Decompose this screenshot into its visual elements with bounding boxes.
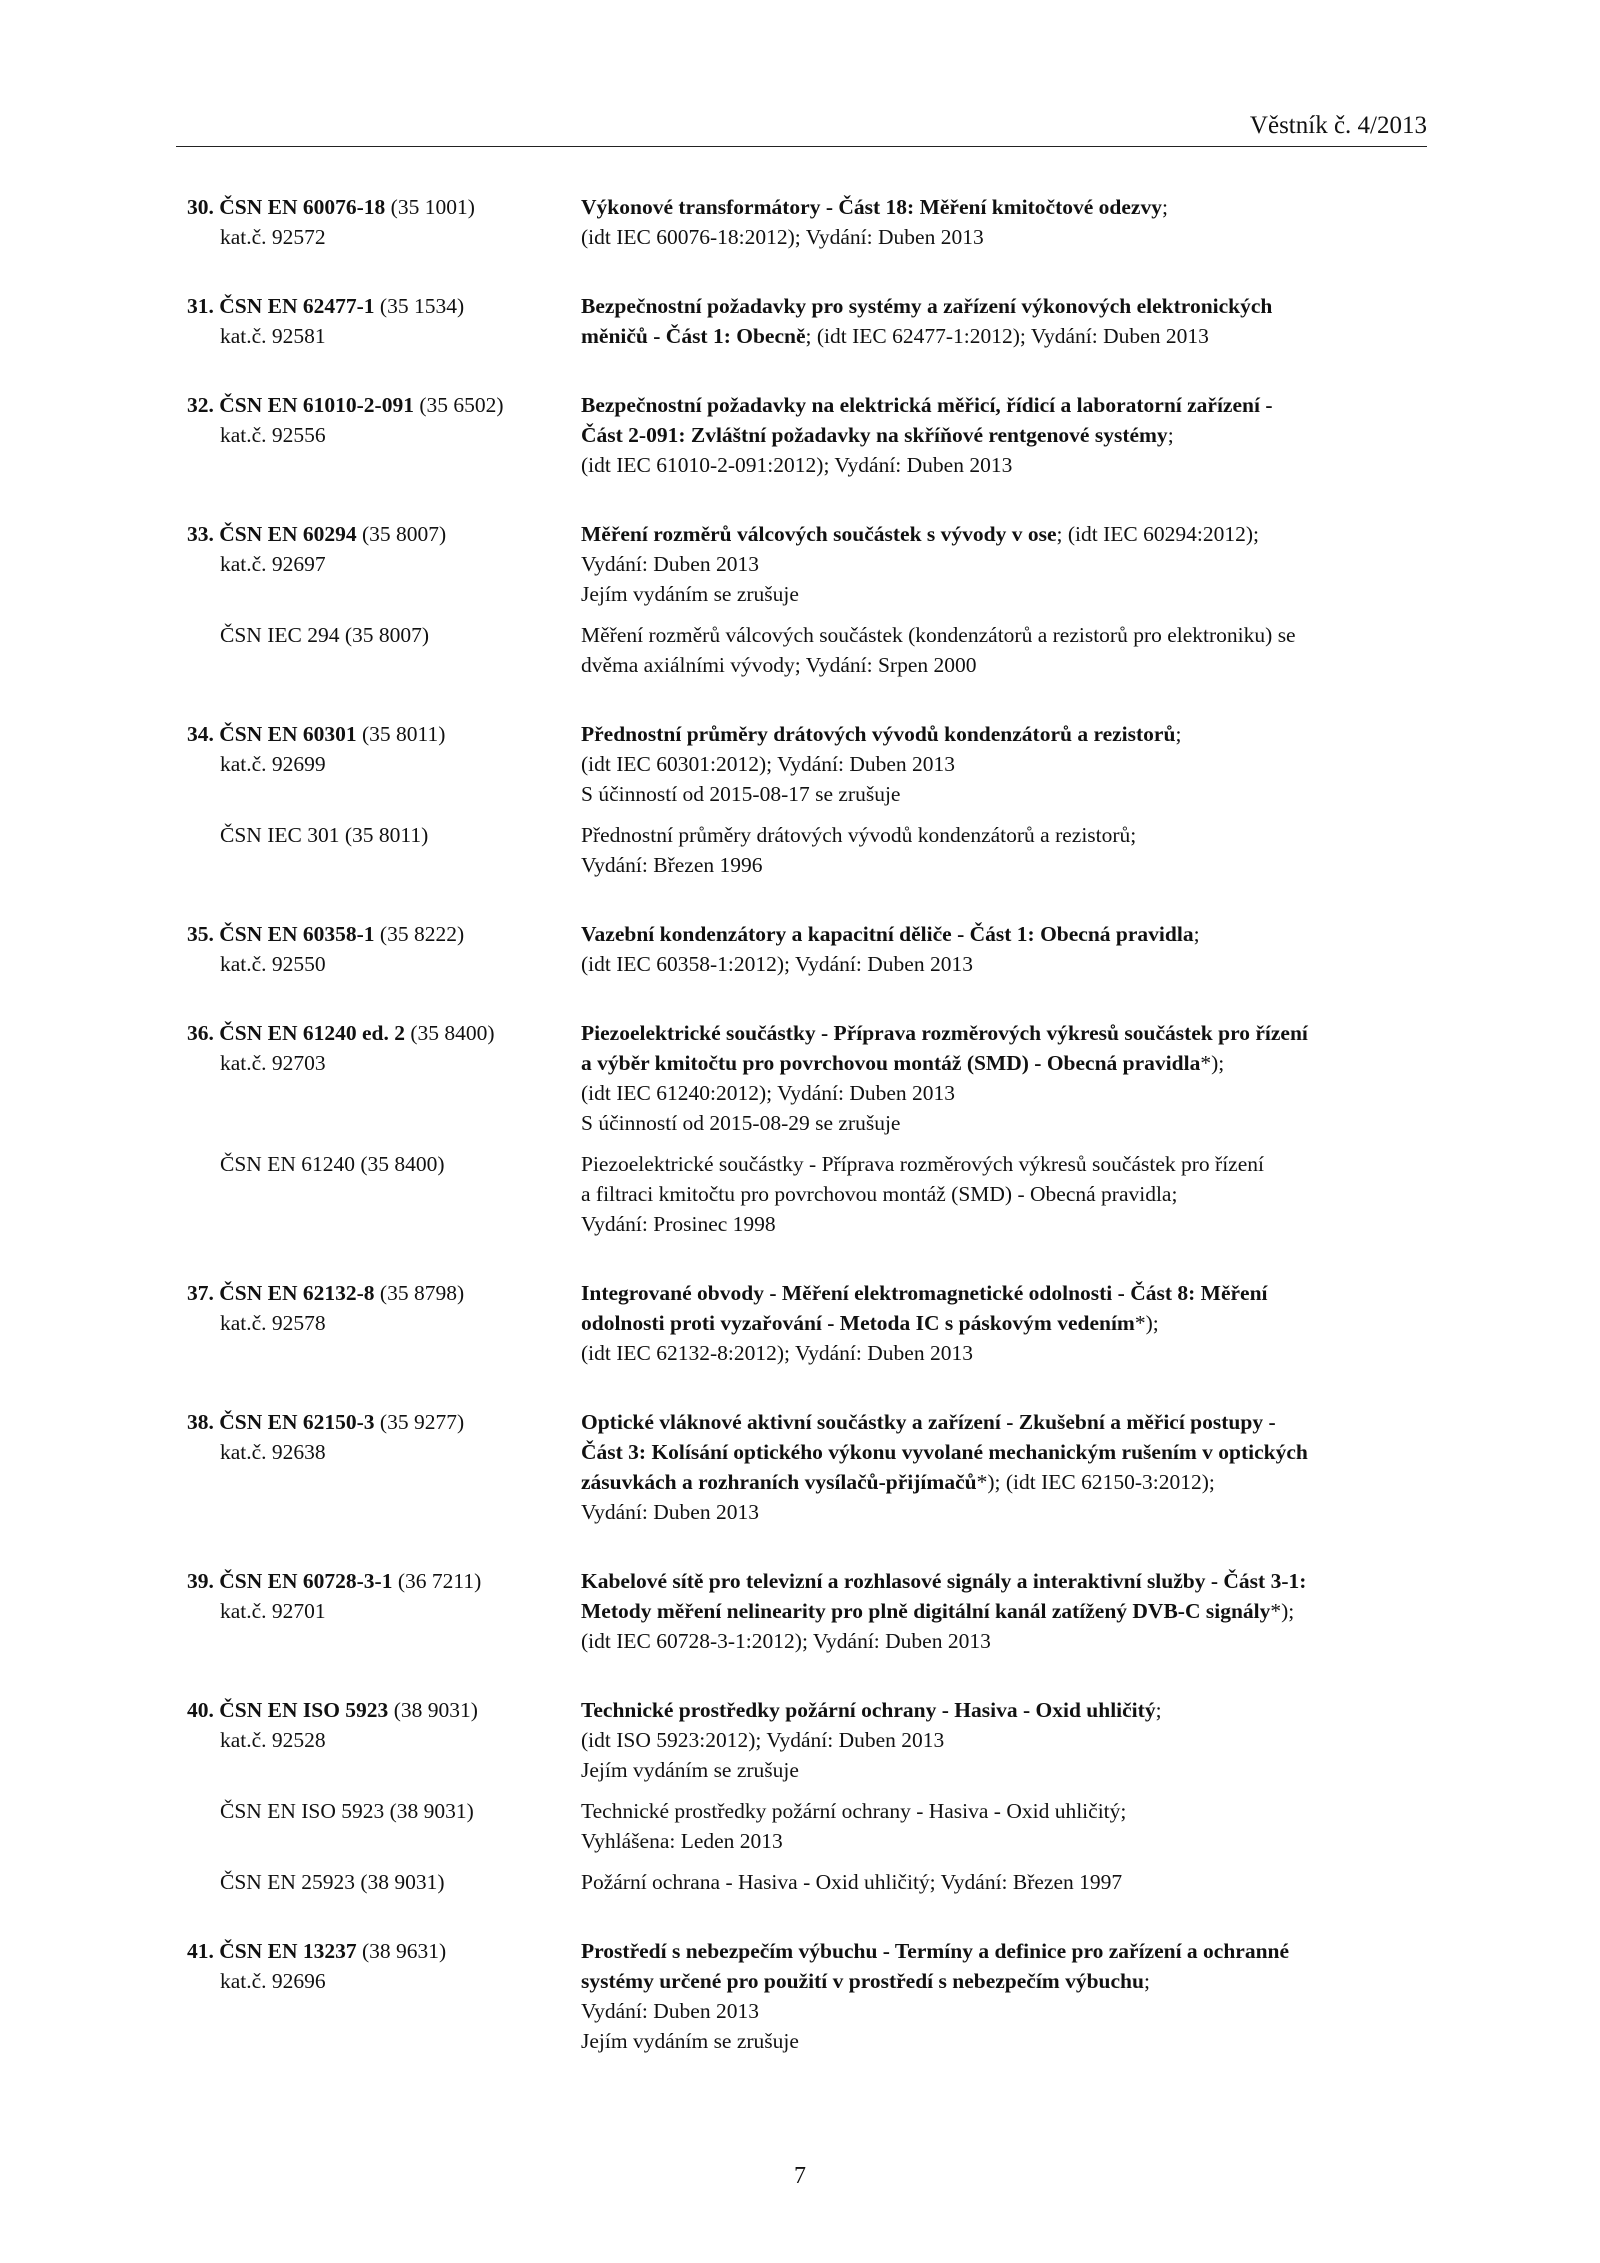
entry-main-row [187,1278,1427,1368]
entry-number: 40. [187,1698,214,1722]
title-text: (idt IEC 60076-18:2012); Vydání: Duben 2013 [581,225,984,249]
entry-main-row [187,519,1427,609]
entry-number: 36. [187,1021,214,1045]
title-text-bold: systémy určené pro použití v prostředí s nebezpečím výbuchu [581,1969,1144,1993]
entry-main-row [187,1018,1427,1138]
standard-code: ČSN EN ISO 5923 [219,1698,389,1722]
title-text: ; [1175,722,1182,746]
superseded-code: ČSN EN ISO 5923 (38 9031) [220,1799,474,1823]
superseded-title [581,620,1427,680]
superseded-line: Přednostní průměry drátových vývodů kondenzátorů a rezistorů; [581,823,1137,847]
title-text: Jejím vydáním se zrušuje [581,582,799,606]
entry-identifier [187,1566,581,1656]
standard-code: ČSN EN 60358-1 [219,922,375,946]
entry-number: 30. [187,195,214,219]
entry-main-row [187,291,1427,351]
title-text: Jejím vydáním se zrušuje [581,1758,799,1782]
superseded-line: Požární ochrana - Hasiva - Oxid uhličitý; Vydání: Březen 1997 [581,1870,1123,1894]
entry-number: 37. [187,1281,214,1305]
superseded-code: ČSN IEC 294 (35 8007) [220,623,430,647]
entry-identifier [187,390,581,480]
title-text-bold: odolnosti proti vyzařování - Metoda IC s páskovým vedením [581,1311,1135,1335]
standard-entry [187,291,1427,351]
title-line [581,1108,1427,1138]
title-text: ; [1143,1969,1150,1993]
classification-number: (35 8798) [379,1281,465,1305]
catalog-number: kat.č. 92697 [220,552,326,576]
classification-number: (38 9031) [393,1698,478,1722]
standard-code: ČSN EN 61010-2-091 [219,393,414,417]
entry-identifier [187,1695,581,1785]
standard-title [581,1566,1427,1656]
title-line [581,919,1427,949]
entry-identifier [187,1018,581,1138]
standard-code: ČSN EN 60076-18 [219,195,386,219]
title-line [581,1407,1427,1437]
entry-main-row [187,192,1427,252]
title-line [581,549,1427,579]
superseded-title [581,1867,1427,1897]
entry-number: 32. [187,393,214,417]
title-line [581,1695,1427,1725]
classification-number: (35 1534) [379,294,465,318]
entry-main-row [187,1695,1427,1785]
title-line [581,1338,1427,1368]
superseded-title [581,1796,1427,1856]
superseded-standard-row [187,1149,1427,1239]
entry-identifier [187,1278,581,1368]
title-text: (idt ISO 5923:2012); Vydání: Duben 2013 [581,1728,945,1752]
title-text-bold: Optické vláknové aktivní součástky a zařízení - Zkušební a měřicí postupy - [581,1410,1276,1434]
title-line [581,192,1427,222]
title-line [581,450,1427,480]
title-text: ; [1161,195,1168,219]
title-line [581,779,1427,809]
title-text: ; [1155,1698,1162,1722]
classification-number: (35 8011) [362,722,446,746]
title-text: Vydání: Duben 2013 [581,1999,759,2023]
title-line [581,949,1427,979]
standard-title [581,1278,1427,1368]
standard-title [581,1695,1427,1785]
title-line [581,519,1427,549]
entry-number: 39. [187,1569,214,1593]
title-line [581,1497,1427,1527]
standard-title [581,919,1427,979]
title-line [581,1755,1427,1785]
title-line [581,1437,1427,1467]
classification-number: (35 8400) [410,1021,495,1045]
catalog-number: kat.č. 92696 [220,1969,326,1993]
title-text: ; (idt IEC 60294:2012); [1056,522,1259,546]
title-line [581,1725,1427,1755]
standard-title [581,390,1427,480]
title-text-bold: Výkonové transformátory - Část 18: Měření kmitočtové odezvy [581,195,1162,219]
classification-number: (35 8007) [362,522,447,546]
title-line [581,2026,1427,2056]
superseded-standard-row [187,620,1427,680]
superseded-code: ČSN IEC 301 (35 8011) [220,823,429,847]
title-line [581,1566,1427,1596]
superseded-line: Technické prostředky požární ochrany - Hasiva - Oxid uhličitý; [581,1799,1127,1823]
standard-entry [187,1695,1427,1897]
catalog-number: kat.č. 92699 [220,752,326,776]
standard-title [581,1407,1427,1527]
title-text-bold: Část 2-091: Zvláštní požadavky na skříňové rentgenové systémy [581,423,1168,447]
title-line [581,1278,1427,1308]
standard-entry [187,519,1427,680]
standard-code: ČSN EN 62477-1 [219,294,375,318]
entry-number: 38. [187,1410,214,1434]
entry-identifier [187,1407,581,1527]
superseded-identifier [187,620,581,680]
standard-title [581,719,1427,809]
title-text-bold: Technické prostředky požární ochrany - Hasiva - Oxid uhličitý [581,1698,1156,1722]
superseded-line: Vydání: Březen 1996 [581,853,763,877]
standard-code: ČSN EN 60301 [219,722,357,746]
entry-main-row [187,1936,1427,2056]
standard-entry [187,1018,1427,1239]
title-text: *); (idt IEC 62150-3:2012); [976,1470,1215,1494]
standard-entry [187,1278,1427,1368]
classification-number: (35 8222) [379,922,465,946]
standard-entry [187,719,1427,880]
title-line [581,1078,1427,1108]
standards-list [187,192,1427,2095]
title-line [581,719,1427,749]
title-text: Jejím vydáním se zrušuje [581,2029,799,2053]
title-line [581,1996,1427,2026]
standard-entry [187,1407,1427,1527]
standard-code: ČSN EN 13237 [219,1939,357,1963]
title-text: *); [1134,1311,1159,1335]
title-line [581,1936,1427,1966]
title-line [581,1018,1427,1048]
catalog-number: kat.č. 92581 [220,324,326,348]
superseded-standard-row [187,1867,1427,1897]
superseded-line: dvěma axiálními vývody; Vydání: Srpen 2000 [581,653,977,677]
title-line [581,291,1427,321]
title-text: ; (idt IEC 62477-1:2012); Vydání: Duben 2013 [805,324,1209,348]
title-line [581,420,1427,450]
title-text: S účinností od 2015-08-17 se zrušuje [581,782,901,806]
title-line [581,390,1427,420]
standard-title [581,291,1427,351]
title-text-bold: Část 3: Kolísání optického výkonu vyvolané mechanickým rušením v optických [581,1440,1308,1464]
classification-number: (38 9631) [362,1939,447,1963]
catalog-number: kat.č. 92550 [220,952,326,976]
title-text-bold: Metody měření nelinearity pro plně digitální kanál zatížený DVB-C signály [581,1599,1271,1623]
entry-number: 35. [187,922,214,946]
title-text-bold: měničů - Část 1: Obecně [581,324,806,348]
standard-code: ČSN EN 60294 [219,522,357,546]
catalog-number: kat.č. 92572 [220,225,326,249]
title-text-bold: Kabelové sítě pro televizní a rozhlasové signály a interaktivní služby - Část 3-1: [581,1569,1307,1593]
superseded-line: Vydání: Prosinec 1998 [581,1212,776,1236]
superseded-identifier [187,1796,581,1856]
title-text-bold: Bezpečnostní požadavky na elektrická měřicí, řídicí a laboratorní zařízení - [581,393,1273,417]
superseded-line: Piezoelektrické součástky - Příprava rozměrových výkresů součástek pro řízení [581,1152,1264,1176]
classification-number: (36 7211) [397,1569,482,1593]
title-text: ; [1193,922,1200,946]
entry-main-row [187,1407,1427,1527]
catalog-number: kat.č. 92703 [220,1051,326,1075]
superseded-line: Vyhlášena: Leden 2013 [581,1829,783,1853]
standard-title [581,519,1427,609]
title-line [581,1048,1427,1078]
title-text: Vydání: Duben 2013 [581,552,759,576]
classification-number: (35 9277) [379,1410,465,1434]
catalog-number: kat.č. 92578 [220,1311,326,1335]
journal-title: Věstník č. 4/2013 [1249,112,1427,139]
standard-code: ČSN EN 61240 ed. 2 [219,1021,406,1045]
standard-code: ČSN EN 62150-3 [219,1410,375,1434]
entry-identifier [187,192,581,252]
entry-main-row [187,1566,1427,1656]
page-number: 7 [794,2163,806,2189]
superseded-code: ČSN EN 25923 (38 9031) [220,1870,445,1894]
superseded-line: a filtraci kmitočtu pro povrchovou montáž (SMD) - Obecná pravidla; [581,1182,1178,1206]
page-header [176,112,1427,147]
entry-number: 34. [187,722,214,746]
classification-number: (35 1001) [390,195,475,219]
superseded-identifier [187,1149,581,1239]
title-text: (idt IEC 61240:2012); Vydání: Duben 2013 [581,1081,956,1105]
standard-entry [187,1936,1427,2056]
title-text-bold: Bezpečnostní požadavky pro systémy a zařízení výkonových elektronických [581,294,1273,318]
entry-main-row [187,719,1427,809]
entry-identifier [187,519,581,609]
title-line [581,222,1427,252]
entry-main-row [187,390,1427,480]
standard-entry [187,390,1427,480]
standard-title [581,192,1427,252]
standard-entry [187,919,1427,979]
title-text: *); [1200,1051,1225,1075]
superseded-identifier [187,820,581,880]
title-line [581,1596,1427,1626]
standard-title [581,1936,1427,2056]
title-text-bold: Prostředí s nebezpečím výbuchu - Termíny a definice pro zařízení a ochranné [581,1939,1290,1963]
entry-number: 41. [187,1939,214,1963]
entry-identifier [187,1936,581,2056]
title-text: (idt IEC 60358-1:2012); Vydání: Duben 2013 [581,952,973,976]
superseded-standard-row [187,1796,1427,1856]
title-line [581,1467,1427,1497]
catalog-number: kat.č. 92701 [220,1599,326,1623]
entry-identifier [187,719,581,809]
title-line [581,1966,1427,1996]
superseded-title [581,820,1427,880]
superseded-title [581,1149,1427,1239]
standard-title [581,1018,1427,1138]
entry-main-row [187,919,1427,979]
superseded-line: Měření rozměrů válcových součástek (kondenzátorů a rezistorů pro elektroniku) se [581,623,1296,647]
title-line [581,321,1427,351]
entry-number: 33. [187,522,214,546]
title-text: (idt IEC 61010-2-091:2012); Vydání: Duben 2013 [581,453,1013,477]
standard-entry [187,192,1427,252]
title-text: *); [1270,1599,1295,1623]
title-text-bold: Integrované obvody - Měření elektromagnetické odolnosti - Část 8: Měření [581,1281,1268,1305]
superseded-code: ČSN EN 61240 (35 8400) [220,1152,445,1176]
standard-code: ČSN EN 60728-3-1 [219,1569,393,1593]
title-text-bold: Přednostní průměry drátových vývodů kondenzátorů a rezistorů [581,722,1176,746]
entry-number: 31. [187,294,214,318]
title-text-bold: Vazební kondenzátory a kapacitní děliče - Část 1: Obecná pravidla [581,922,1194,946]
catalog-number: kat.č. 92556 [220,423,326,447]
title-text-bold: Měření rozměrů válcových součástek s vývody v ose [581,522,1057,546]
title-text: Vydání: Duben 2013 [581,1500,759,1524]
title-line [581,1626,1427,1656]
title-line [581,749,1427,779]
title-text: (idt IEC 60301:2012); Vydání: Duben 2013 [581,752,956,776]
title-text: S účinností od 2015-08-29 se zrušuje [581,1111,901,1135]
title-text-bold: a výběr kmitočtu pro povrchovou montáž (SMD) - Obecná pravidla [581,1051,1201,1075]
entry-identifier [187,291,581,351]
catalog-number: kat.č. 92638 [220,1440,326,1464]
title-text-bold: zásuvkách a rozhraních vysílačů-přijímačů [581,1470,977,1494]
title-line [581,1308,1427,1338]
title-text: ; [1167,423,1174,447]
classification-number: (35 6502) [419,393,504,417]
superseded-standard-row [187,820,1427,880]
standard-entry [187,1566,1427,1656]
entry-identifier [187,919,581,979]
title-text: (idt IEC 62132-8:2012); Vydání: Duben 2013 [581,1341,973,1365]
title-text-bold: Piezoelektrické součástky - Příprava rozměrových výkresů součástek pro řízení [581,1021,1308,1045]
superseded-identifier [187,1867,581,1897]
title-line [581,579,1427,609]
catalog-number: kat.č. 92528 [220,1728,326,1752]
title-text: (idt IEC 60728-3-1:2012); Vydání: Duben 2013 [581,1629,991,1653]
standard-code: ČSN EN 62132-8 [219,1281,375,1305]
